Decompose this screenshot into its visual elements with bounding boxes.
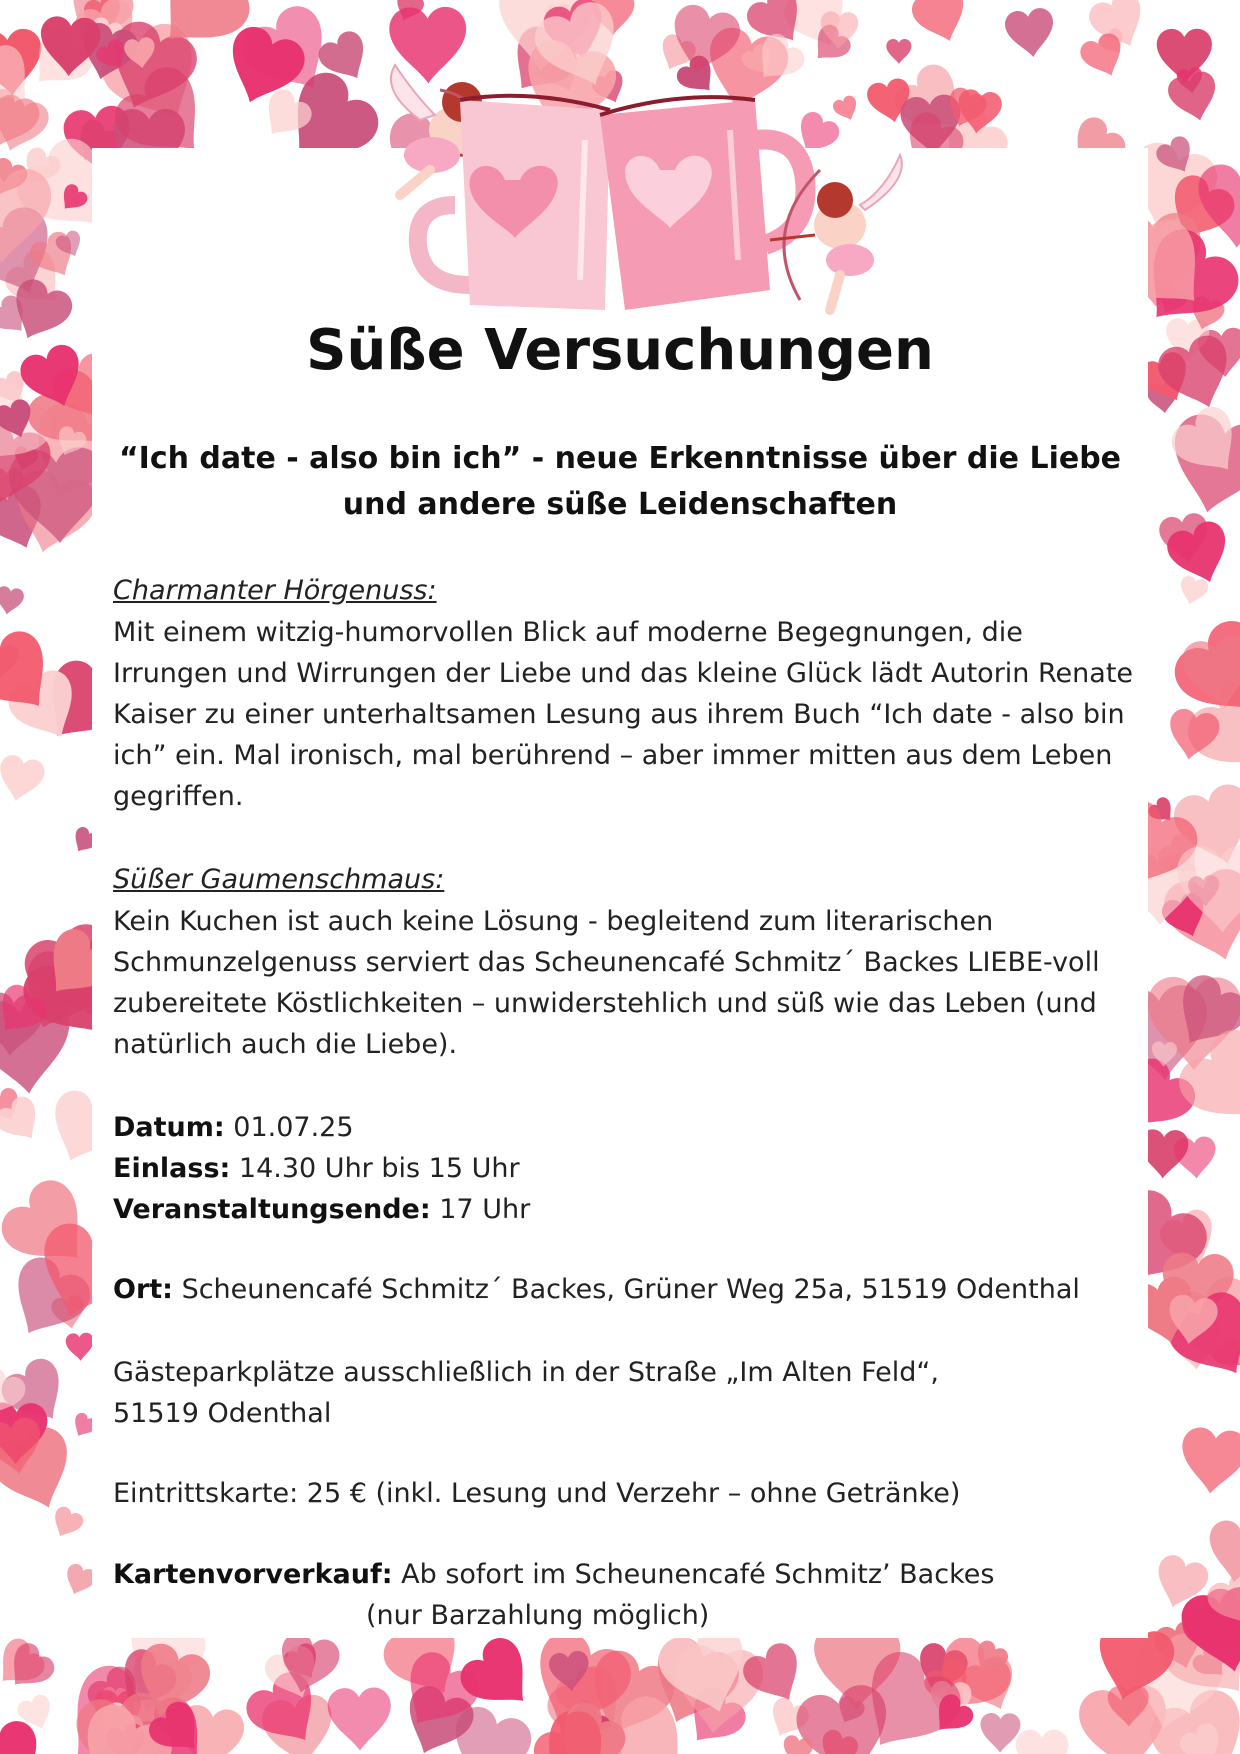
- vvk-label: Kartenvorverkauf:: [113, 1559, 393, 1590]
- section-heading-hoergenuss: Charmanter Hörgenuss:: [113, 575, 437, 606]
- section-text-hoergenuss: Mit einem witzig-humorvollen Blick auf moderne Begegnungen, die Irrungen und Wirrungen der Liebe und das kleine Glück lädt Autorin Renate Kaiser zu einer unterhaltsamen Lesung aus ihrem Buch “Ich date - also bin ich” ein. Mal ironisch, mal berührend – aber immer mitten aus dem Leben gegriffen.: [113, 617, 1134, 812]
- detail-ende: [113, 1194, 530, 1225]
- page-title: Süße Versuchungen: [306, 318, 934, 383]
- detail-vvk-note: (nur Barzahlung möglich): [366, 1600, 710, 1631]
- vvk-value: Ab sofort im Scheunencafé Schmitz’ Backes: [392, 1559, 995, 1590]
- einlass-label: Einlass:: [113, 1153, 231, 1184]
- einlass-value: 14.30 Uhr bis 15 Uhr: [230, 1153, 520, 1184]
- ende-value: 17 Uhr: [430, 1194, 531, 1225]
- subtitle: “Ich date - also bin ich” - neue Erkenntnisse über die Liebe und andere süße Leidenschaften: [118, 441, 1122, 522]
- detail-einlass: [113, 1153, 520, 1184]
- ort-value: Scheunencafé Schmitz´ Backes, Grüner Weg 25a, 51519 Odenthal: [172, 1274, 1080, 1305]
- detail-ort: [113, 1274, 1080, 1305]
- datum-value: 01.07.25: [224, 1112, 354, 1143]
- section-text-gaumenschmaus: Kein Kuchen ist auch keine Lösung - begleitend zum literarischen Schmunzelgenuss serviert das Scheunencafé Schmitz´ Backes LIEBE-voll zubereitete Köstlichkeiten – unwiderstehlich und süß wie das Leben (und natürlich auch die Liebe).: [113, 906, 1100, 1060]
- detail-ticket: Eintrittskarte: 25 € (inkl. Lesung und Verzehr – ohne Getränke): [113, 1478, 961, 1509]
- detail-datum: [113, 1112, 354, 1143]
- detail-vorverkauf: [113, 1559, 994, 1590]
- ort-label: Ort:: [113, 1274, 173, 1305]
- datum-label: Datum:: [113, 1112, 225, 1143]
- ende-label: Veranstaltungsende:: [113, 1194, 431, 1225]
- section-heading-gaumenschmaus: Süßer Gaumenschmaus:: [113, 864, 445, 895]
- detail-parking: Gästeparkplätze ausschließlich in der Straße „Im Alten Feld“, 51519 Odenthal: [113, 1357, 939, 1429]
